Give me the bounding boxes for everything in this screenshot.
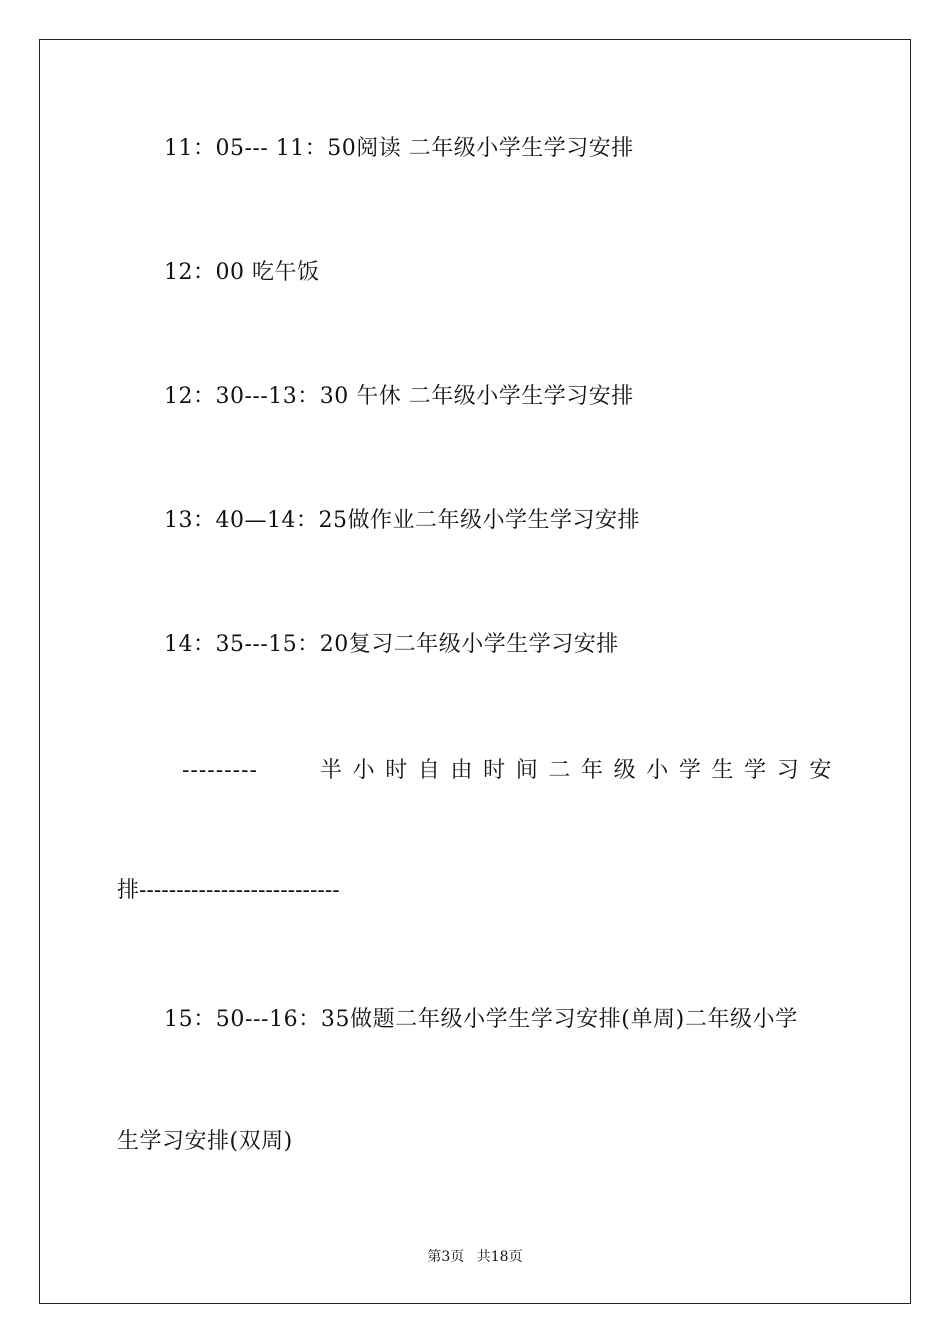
free-time-char: 学 bbox=[744, 758, 767, 783]
free-time-char: 半 bbox=[320, 758, 343, 783]
page-total: 共18页 bbox=[476, 1249, 523, 1265]
schedule-line-review: 14：35---15：20复习二年级小学生学习安排 bbox=[164, 632, 619, 657]
free-time-char: 间 bbox=[515, 758, 539, 783]
free-time-char: 自 bbox=[417, 758, 441, 783]
schedule-line-nap: 12：30---13：30 午休 二年级小学生学习安排 bbox=[164, 384, 634, 409]
schedule-line-exercises-continued: 生学习安排(双周) bbox=[117, 1129, 293, 1154]
free-time-char: 习 bbox=[776, 758, 800, 783]
free-time-char: 时 bbox=[483, 758, 506, 783]
schedule-line-exercises: 15：50---16：35做题二年级小学生学习安排(单周)二年级小学 bbox=[164, 1007, 798, 1032]
schedule-line-lunch: 12：00 吃午饭 bbox=[164, 260, 320, 285]
schedule-line-homework: 13：40—14：25做作业二年级小学生学习安排 bbox=[164, 508, 640, 533]
free-time-char: 小 bbox=[352, 758, 376, 783]
free-time-text bbox=[320, 756, 832, 786]
free-time-char: 由 bbox=[450, 758, 474, 783]
free-time-char: 小 bbox=[646, 758, 669, 783]
free-time-char: 学 bbox=[678, 758, 702, 783]
page-footer bbox=[0, 1247, 950, 1267]
page-border bbox=[39, 39, 911, 1304]
schedule-line-free-time-continued: 排--------------------------- bbox=[117, 878, 340, 903]
free-time-char: 级 bbox=[613, 758, 637, 783]
schedule-line-reading: 11：05--- 11：50阅读 二年级小学生学习安排 bbox=[164, 136, 634, 161]
free-time-char: 二 bbox=[548, 758, 571, 783]
free-time-char: 年 bbox=[581, 758, 604, 783]
free-time-char: 时 bbox=[385, 758, 408, 783]
free-time-char: 安 bbox=[809, 758, 832, 783]
free-time-char: 生 bbox=[711, 758, 735, 783]
dash-separator: --------- bbox=[182, 758, 258, 783]
page-number: 第3页 bbox=[427, 1249, 465, 1265]
schedule-line-free-time bbox=[182, 756, 832, 786]
